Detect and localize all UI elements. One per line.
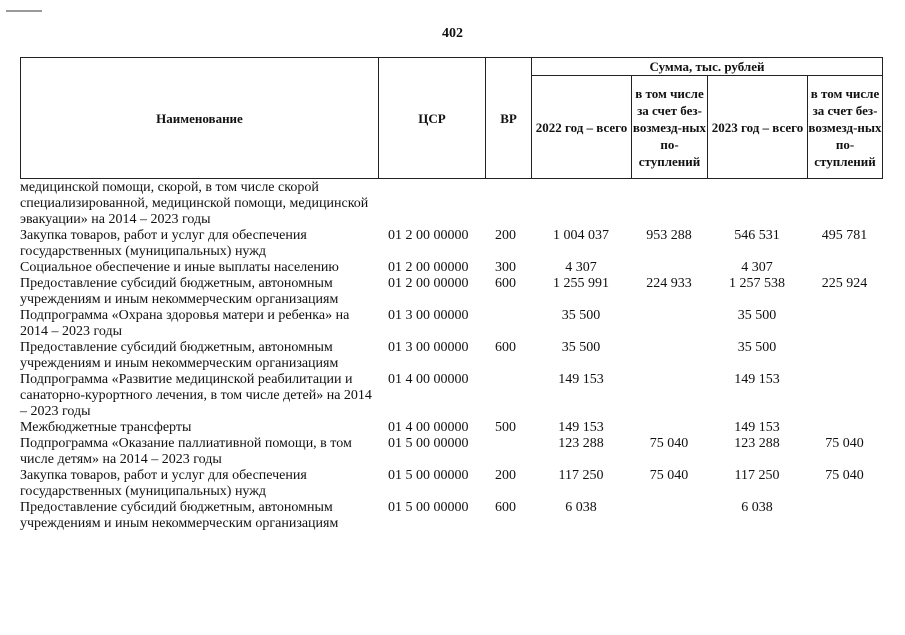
table-row (20, 180, 882, 228)
row-csr: 01 5 00 00000 (388, 468, 469, 483)
row-2022-total: 149 153 (558, 372, 604, 387)
header-vr: ВР (486, 58, 532, 179)
table-row (20, 436, 882, 468)
row-name: Социальное обеспечение и иные выплаты населению (20, 260, 339, 275)
row-csr: 01 5 00 00000 (388, 436, 469, 451)
row-2022-total: 35 500 (561, 308, 601, 323)
header-sum-title: Сумма, тыс. рублей (532, 58, 883, 76)
row-csr: 01 4 00 00000 (388, 372, 469, 387)
row-2022-total: 4 307 (565, 260, 597, 275)
row-vr: 300 (495, 260, 516, 275)
row-vr: 600 (495, 276, 516, 291)
scan-mark (6, 10, 42, 12)
table-row (20, 228, 882, 260)
row-name: медицинской помощи, скорой, в том числе скорой специализированной, медицинской помощи, медицинской эвакуации» на 2014 – 2023 годы (20, 180, 369, 227)
table-row (20, 420, 882, 436)
row-vr: 600 (495, 500, 516, 515)
header-2023-free: в том числе за счет без-возмезд-ных по-ступлений (808, 76, 883, 179)
row-2022-free: 953 288 (646, 228, 692, 243)
table-row (20, 308, 882, 340)
table-row (20, 340, 882, 372)
row-2022-total: 123 288 (558, 436, 604, 451)
row-2023-total: 149 153 (734, 420, 780, 435)
row-csr: 01 2 00 00000 (388, 260, 469, 275)
header-2022-free: в том числе за счет без-возмезд-ных по-ступлений (632, 76, 708, 179)
header-2022-total: 2022 год – всего (532, 76, 632, 179)
row-2023-total: 149 153 (734, 372, 780, 387)
row-2023-total: 1 257 538 (729, 276, 785, 291)
row-2023-free: 75 040 (825, 436, 864, 451)
row-2022-total: 35 500 (561, 340, 601, 355)
row-2022-total: 1 255 991 (553, 276, 609, 291)
row-name: Предоставление субсидий бюджетным, автономным учреждениям и иным некоммерческим организациям (20, 340, 339, 371)
header-csr: ЦСР (379, 58, 486, 179)
table-row (20, 276, 882, 308)
row-2023-free: 225 924 (821, 276, 868, 291)
table-row (20, 372, 882, 420)
row-name: Предоставление субсидий бюджетным, автономным учреждениям и иным некоммерческим организациям (20, 500, 339, 531)
row-2022-total: 149 153 (558, 420, 604, 435)
header-2023-total: 2023 год – всего (708, 76, 808, 179)
table-body (20, 180, 882, 532)
table-row (20, 260, 882, 276)
row-name: Межбюджетные трансферты (20, 420, 192, 435)
row-2022-total: 6 038 (565, 500, 597, 515)
row-2022-total: 1 004 037 (553, 228, 609, 243)
row-2023-total: 35 500 (737, 340, 777, 355)
row-csr: 01 4 00 00000 (388, 420, 469, 435)
row-2023-total: 546 531 (734, 228, 780, 243)
row-name: Предоставление субсидий бюджетным, автономным учреждениям и иным некоммерческим организациям (20, 276, 339, 307)
row-2022-total: 117 250 (558, 468, 604, 483)
row-2023-total: 4 307 (741, 260, 773, 275)
row-csr: 01 5 00 00000 (388, 500, 469, 515)
row-name: Закупка товаров, работ и услуг для обеспечения государственных (муниципальных) нужд (20, 468, 307, 499)
row-2023-total: 117 250 (734, 468, 780, 483)
header-name: Наименование (21, 58, 379, 179)
page-number: 402 (442, 26, 463, 41)
row-2023-total: 6 038 (741, 500, 773, 515)
table-header (20, 57, 883, 179)
row-2023-free: 75 040 (825, 468, 864, 483)
row-csr: 01 2 00 00000 (388, 228, 469, 243)
row-name: Закупка товаров, работ и услуг для обеспечения государственных (муниципальных) нужд (20, 228, 307, 259)
row-vr: 600 (495, 340, 516, 355)
row-name: Подпрограмма «Оказание паллиативной помощи, в том числе детям» на 2014 – 2023 годы (20, 436, 352, 467)
row-2022-free: 75 040 (649, 436, 689, 451)
row-2023-total: 35 500 (737, 308, 777, 323)
row-2022-free: 224 933 (646, 276, 692, 291)
row-2023-total: 123 288 (734, 436, 780, 451)
row-vr: 200 (495, 468, 516, 483)
row-vr: 500 (495, 420, 516, 435)
row-2023-free: 495 781 (821, 228, 868, 243)
row-csr: 01 3 00 00000 (388, 340, 469, 355)
row-name: Подпрограмма «Развитие медицинской реабилитации и санаторно-курортного лечения, в том числе детей» на 2014 – 2023 годы (20, 372, 372, 419)
row-vr: 200 (495, 228, 516, 243)
row-2022-free: 75 040 (649, 468, 689, 483)
row-csr: 01 2 00 00000 (388, 276, 469, 291)
table-row (20, 468, 882, 500)
row-name: Подпрограмма «Охрана здоровья матери и ребенка» на 2014 – 2023 годы (20, 308, 350, 339)
row-csr: 01 3 00 00000 (388, 308, 469, 323)
table-row (20, 500, 882, 532)
